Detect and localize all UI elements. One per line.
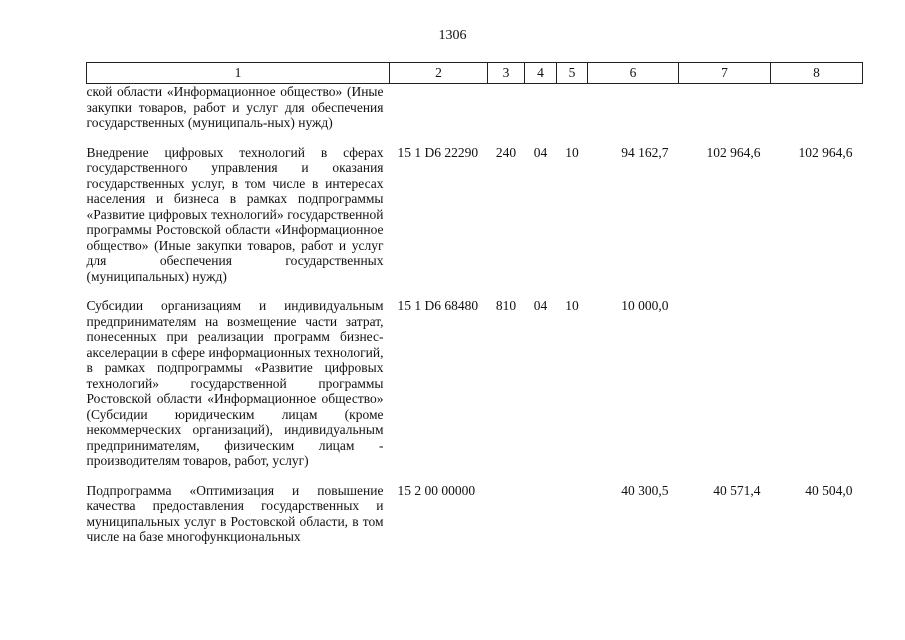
page-number: 1306 [438, 28, 467, 43]
row-amount-3: 102 964,6 [798, 144, 853, 160]
row-subsection [557, 84, 588, 145]
row-amount-1: 94 162,7 [621, 144, 669, 160]
header-cell-8: 8 [771, 63, 863, 84]
row-expense-type [488, 483, 525, 545]
header-cell-2: 2 [390, 63, 488, 84]
row-amount-3 [771, 298, 863, 483]
row-amount-1: 40 300,5 [621, 482, 669, 498]
row-amount-2 [679, 84, 771, 145]
row-subsection: 10 [565, 298, 579, 313]
row-section [525, 483, 557, 545]
row-amount-2 [679, 298, 771, 483]
table-row [87, 145, 863, 299]
row-description: Подпрограмма «Оптимизация и повышение качества предоставления государственных и муниципальных услуг в Ростовской области, в том числе на базе многофункциональных [86, 482, 384, 544]
row-description: Субсидии организациям и индивидуальным предпринимателям на возмещение части затрат, понесенных при реализации программ бизнес-акселерации в сфере информационных технологий, в рамках подпрограммы «Развитие цифровых технологий» государственной программы Ростовской области «Информационное общество» (Субсидии юридическим лицам (кроме некоммерческих организаций), индивидуальным предпринимателям, физическим лицам - производителям товаров, работ, услуг) [86, 298, 384, 468]
row-amount-2: 102 964,6 [706, 144, 761, 160]
row-amount-3 [771, 84, 863, 145]
table-row [87, 483, 863, 545]
header-cell-1: 1 [87, 63, 390, 84]
row-section: 04 [533, 144, 548, 160]
row-expense-type [488, 84, 525, 145]
row-amount-3: 40 504,0 [805, 482, 853, 498]
header-cell-5: 5 [557, 63, 588, 84]
row-code: 15 2 00 00000 [397, 482, 476, 498]
row-code: 15 1 D6 68480 [397, 298, 479, 313]
row-expense-type: 810 [495, 298, 517, 313]
row-subsection [557, 483, 588, 545]
row-code [390, 84, 488, 145]
header-cell-3: 3 [488, 63, 525, 84]
table-row [87, 84, 863, 145]
row-expense-type: 240 [495, 144, 517, 160]
row-section [525, 84, 557, 145]
row-section: 04 [533, 298, 548, 313]
row-subsection: 10 [565, 144, 579, 160]
row-description: Внедрение цифровых технологий в сферах государственного управления и оказания государственных услуг, в том числе в интересах населения и бизнеса в рамках подпрограммы «Развитие цифровых технологий» государственной программы Ростовской области «Информационное общество» (Иные закупки товаров, работ и услуг для обеспечения государственных (муниципальных) нужд) [86, 144, 384, 284]
row-description: ской области «Информационное общество» (Иные закупки товаров, работ и услуг для обеспечения государственных (муниципаль-ных) нужд) [86, 84, 384, 130]
header-row [87, 63, 863, 84]
header-cell-7: 7 [679, 63, 771, 84]
table-row [87, 298, 863, 483]
row-code: 15 1 D6 22290 [397, 144, 479, 160]
header-cell-6: 6 [588, 63, 679, 84]
budget-table [86, 62, 863, 545]
row-amount-2: 40 571,4 [713, 482, 761, 498]
header-cell-4: 4 [525, 63, 557, 84]
row-amount-1: 10 000,0 [621, 298, 669, 313]
row-amount-1 [588, 84, 679, 145]
